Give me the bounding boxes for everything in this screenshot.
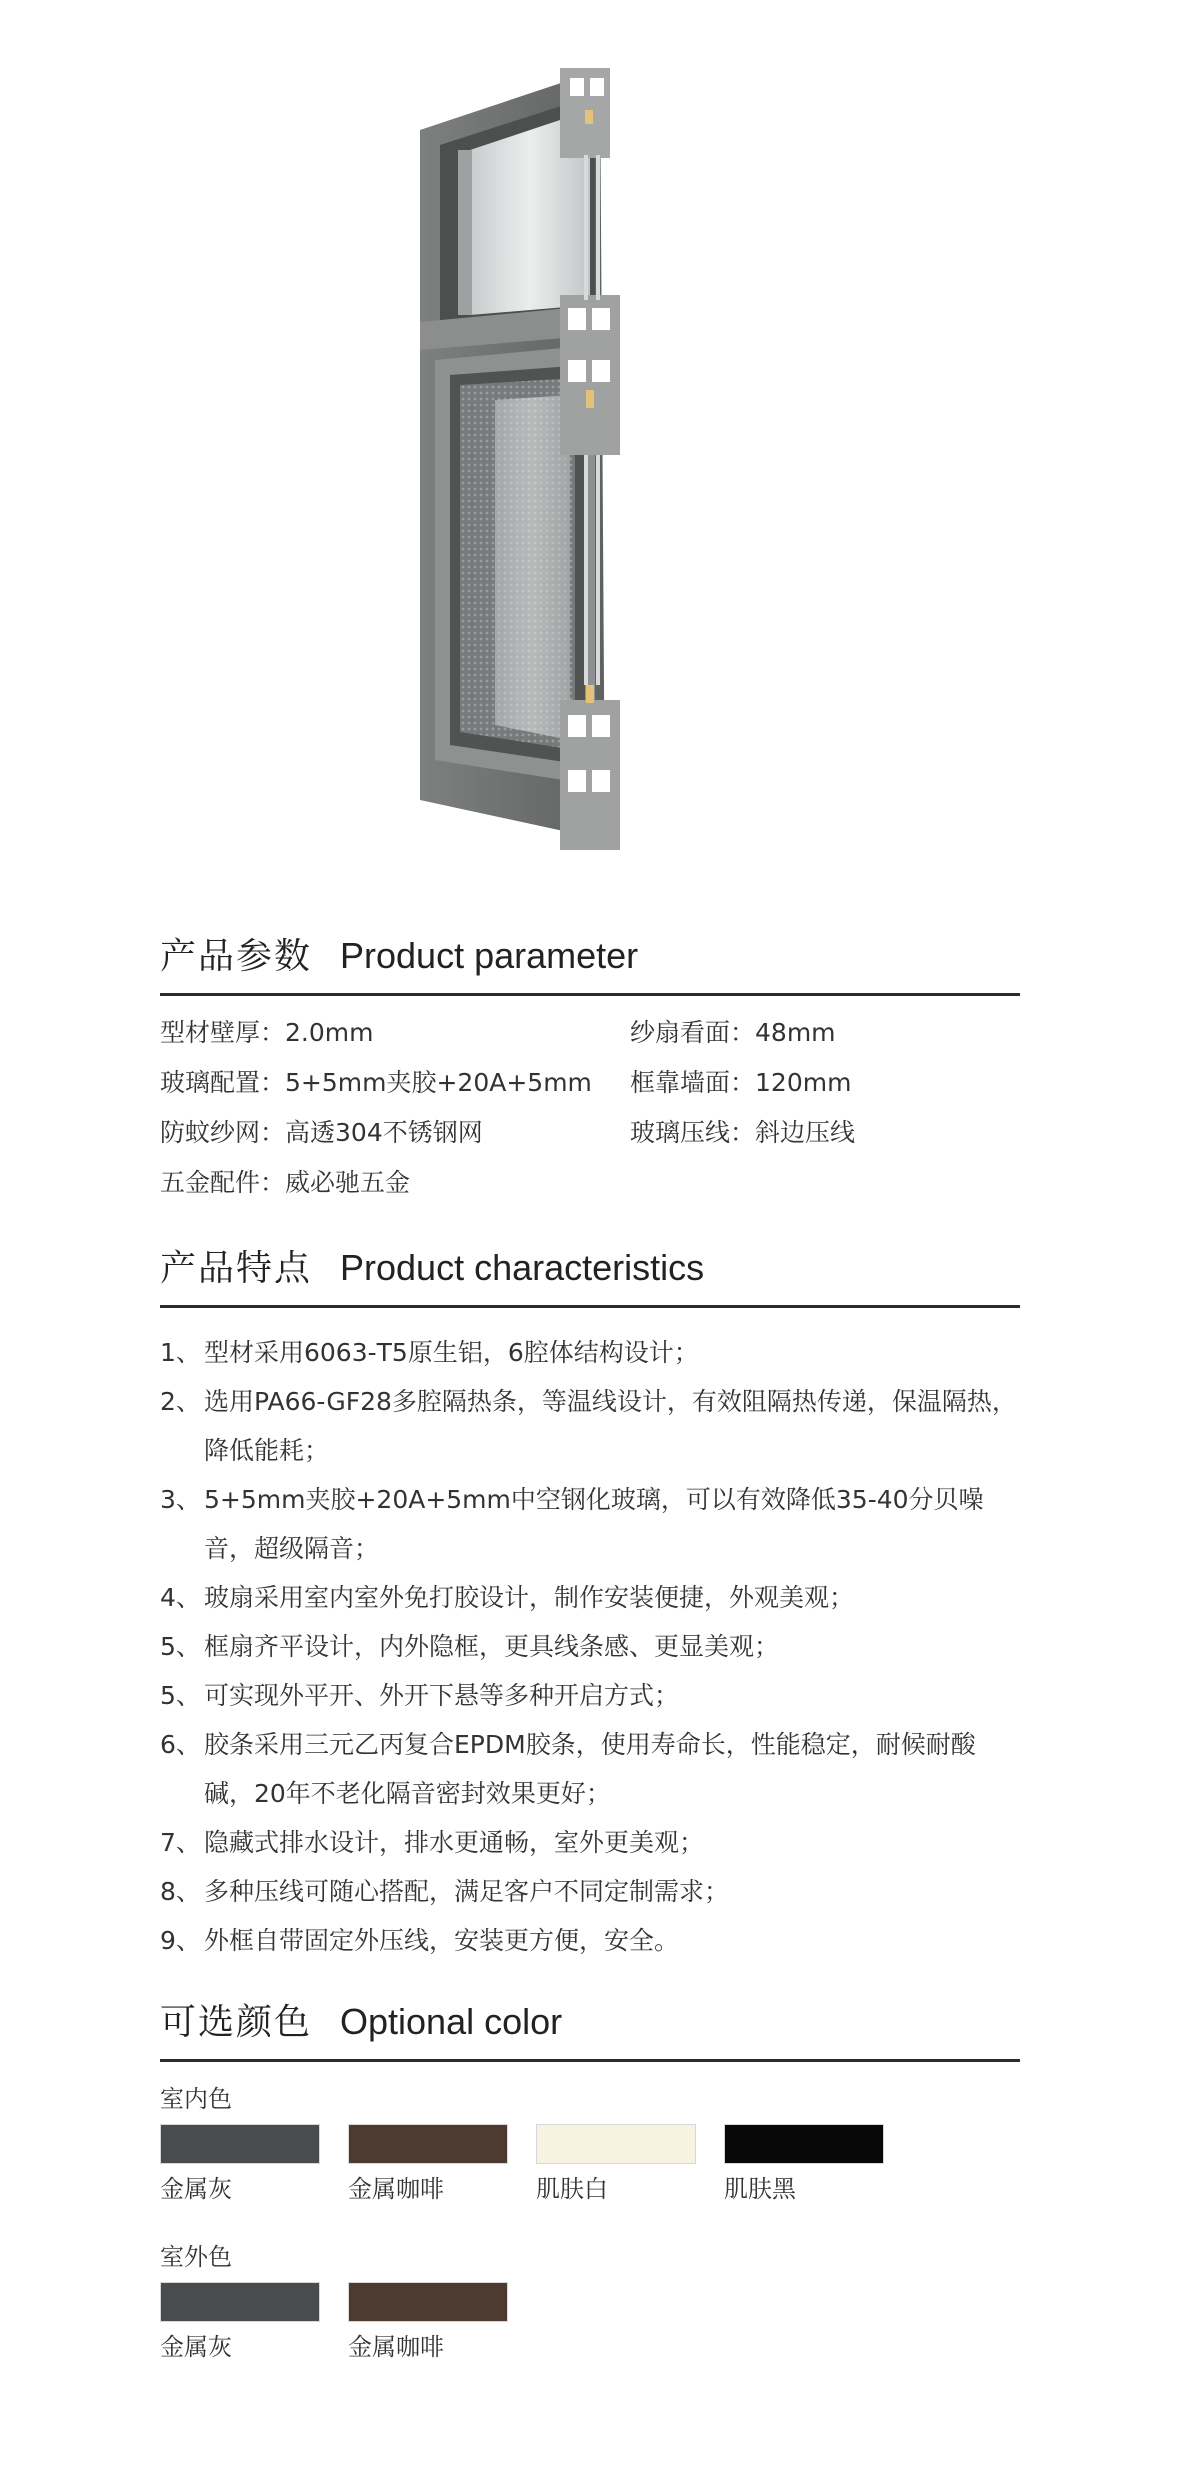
- params-title-en: Product parameter: [340, 935, 639, 976]
- swatch-metal-grey[interactable]: [160, 2282, 320, 2364]
- params-section: [160, 928, 1020, 1200]
- param-value: 120mm: [755, 1068, 852, 1097]
- swatch-name: 肌肤黑: [724, 2175, 796, 2203]
- param-mosquito-net: [160, 1116, 630, 1150]
- list-item: [160, 1622, 1020, 1671]
- list-item-text: 多种压线可随心搭配，满足客户不同定制需求；: [204, 1877, 730, 1906]
- list-item-text: 框扇齐平设计，内外隐框，更具线条感、更显美观；: [204, 1632, 780, 1661]
- param-value: 斜边压线: [755, 1118, 856, 1147]
- chars-title-en: Product characteristics: [340, 1247, 705, 1288]
- list-item: [160, 1328, 1020, 1377]
- swatch-metal-coffee[interactable]: [348, 2124, 508, 2206]
- outdoor-color-group: [160, 2240, 1020, 2364]
- list-item-number: 4、: [160, 1583, 201, 1612]
- params-section-header: [160, 928, 1020, 996]
- list-item-text: 可实现外平开、外开下悬等多种开启方式；: [204, 1681, 680, 1710]
- param-value: 5+5mm夹胶+20A+5mm: [285, 1068, 592, 1097]
- swatch-name: 肌肤白: [536, 2175, 608, 2203]
- list-item-number: 1、: [160, 1338, 201, 1367]
- param-label: 纱扇看面：: [630, 1018, 756, 1047]
- list-item-number: 2、: [160, 1387, 201, 1416]
- outdoor-color-label: 室外色: [160, 2243, 232, 2271]
- param-value: 高透304不锈钢网: [285, 1118, 483, 1147]
- list-item-text: 选用PA66-GF28多腔隔热条，等温线设计，有效阻隔热传递，保温隔热，降低能耗；: [204, 1387, 1017, 1465]
- list-item: [160, 1573, 1020, 1622]
- param-hardware: [160, 1166, 630, 1200]
- swatch-name: 金属灰: [160, 2175, 232, 2203]
- param-glazing-bead: [630, 1116, 1020, 1150]
- swatch-skin-black[interactable]: [724, 2124, 884, 2206]
- colors-title-cn: 可选颜色: [160, 2002, 313, 2043]
- param-label: 玻璃压线：: [630, 1118, 756, 1147]
- param-value: 48mm: [755, 1018, 836, 1047]
- colors-section: [160, 1994, 1020, 2364]
- chars-section-header: [160, 1240, 1020, 1308]
- list-item: [160, 1916, 1020, 1965]
- swatch-metal-grey[interactable]: [160, 2124, 320, 2206]
- swatch-name: 金属咖啡: [348, 2175, 444, 2203]
- list-item-number: 6、: [160, 1730, 201, 1759]
- characteristics-section: [160, 1240, 1020, 1965]
- list-item: [160, 1671, 1020, 1720]
- param-screen-sash-width: [630, 1016, 1020, 1050]
- param-value: 威必驰五金: [285, 1168, 411, 1197]
- swatch-name: 金属灰: [160, 2333, 232, 2361]
- indoor-color-group: [160, 2082, 1020, 2206]
- product-image: [400, 60, 730, 860]
- param-glass-config: [160, 1066, 630, 1100]
- swatch-chip: [348, 2124, 508, 2164]
- list-item: [160, 1818, 1020, 1867]
- list-item-text: 胶条采用三元乙丙复合EPDM胶条，使用寿命长，性能稳定，耐候耐酸碱，20年不老化隔音密封效果更好；: [204, 1730, 976, 1808]
- list-item: [160, 1377, 1020, 1475]
- param-value: 2.0mm: [285, 1018, 374, 1047]
- param-label: 型材壁厚：: [160, 1018, 286, 1047]
- swatch-chip: [160, 2282, 320, 2322]
- swatch-chip: [536, 2124, 696, 2164]
- indoor-color-label: 室内色: [160, 2085, 232, 2113]
- list-item-text: 隐藏式排水设计，排水更通畅，室外更美观；: [204, 1828, 705, 1857]
- characteristics-list: [160, 1328, 1020, 1965]
- outdoor-swatch-row: [160, 2282, 1020, 2364]
- list-item: [160, 1475, 1020, 1573]
- swatch-skin-white[interactable]: [536, 2124, 696, 2206]
- param-wall-thickness: [160, 1016, 630, 1050]
- list-item-number: 9、: [160, 1926, 201, 1955]
- list-item-number: 5、: [160, 1632, 201, 1661]
- param-label: 防蚊纱网：: [160, 1118, 286, 1147]
- param-frame-wall-side: [630, 1066, 1020, 1100]
- param-label: 玻璃配置：: [160, 1068, 286, 1097]
- list-item-text: 外框自带固定外压线，安装更方便，安全。: [204, 1926, 680, 1955]
- list-item-number: 7、: [160, 1828, 201, 1857]
- swatch-name: 金属咖啡: [348, 2333, 444, 2361]
- list-item-number: 8、: [160, 1877, 201, 1906]
- colors-section-header: [160, 1994, 1020, 2062]
- swatch-chip: [348, 2282, 508, 2322]
- params-grid: [160, 1016, 1020, 1200]
- list-item-text: 型材采用6063-T5原生铝，6腔体结构设计；: [204, 1338, 699, 1367]
- swatch-chip: [724, 2124, 884, 2164]
- swatch-metal-coffee[interactable]: [348, 2282, 508, 2364]
- list-item-text: 玻扇采用室内室外免打胶设计，制作安装便捷，外观美观；: [204, 1583, 855, 1612]
- list-item: [160, 1867, 1020, 1916]
- chars-title-cn: 产品特点: [160, 1248, 313, 1289]
- list-item-text: 5+5mm夹胶+20A+5mm中空钢化玻璃，可以有效降低35-40分贝噪音，超级隔音；: [204, 1485, 984, 1563]
- colors-title-en: Optional color: [340, 2001, 563, 2042]
- param-label: 框靠墙面：: [630, 1068, 756, 1097]
- list-item: [160, 1720, 1020, 1818]
- list-item-number: 3、: [160, 1485, 201, 1514]
- indoor-swatch-row: [160, 2124, 1020, 2206]
- param-label: 五金配件：: [160, 1168, 286, 1197]
- list-item-number: 5、: [160, 1681, 201, 1710]
- swatch-chip: [160, 2124, 320, 2164]
- params-title-cn: 产品参数: [160, 936, 313, 977]
